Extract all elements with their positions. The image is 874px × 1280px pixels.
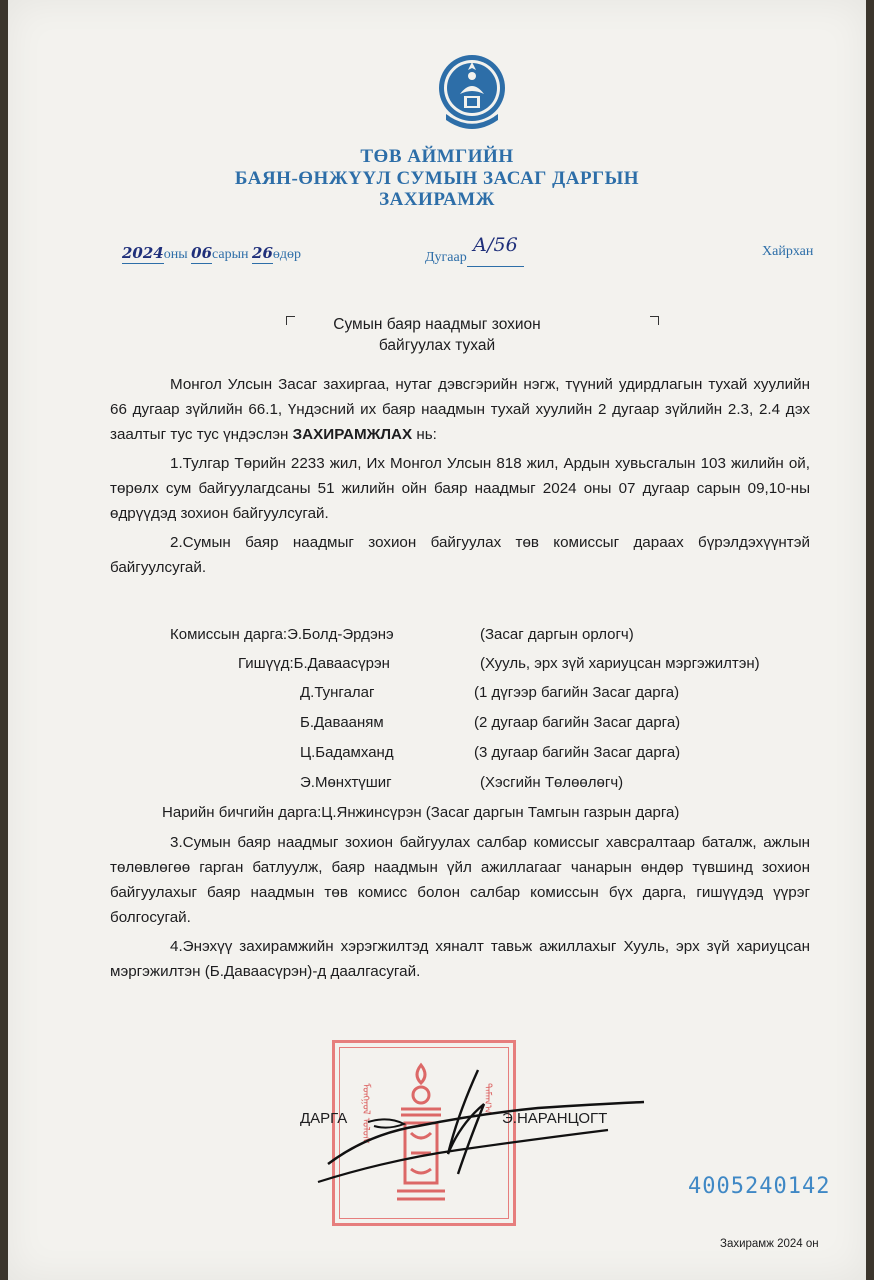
- signer-title: ДАРГА: [300, 1110, 348, 1127]
- document-type: ЗАХИРАМЖ: [379, 189, 495, 210]
- svg-text:ᠮᠣᠩᠭᠤᠯ ᠤᠯᠤᠰ: ᠮᠣᠩᠭᠤᠯ ᠤᠯᠤᠰ: [360, 1083, 371, 1144]
- commission-role-4: (3 дугаар багийн Засаг дарга): [474, 744, 681, 761]
- number-handwritten: А/56: [472, 234, 518, 256]
- document-body-continued: [110, 830, 810, 984]
- preamble-text: Монгол Улсын Засаг захиргаа, нутаг дэвсгэрийн нэгж, түүний удирдлагын тухай хуулийн 66 дугаар зүйлийн 66.1, Үндэсний их баяр наадмын тухай хуулийн 2 дугаар зүйлийн 2.3, 2.4 дэх заалтыг тус тус үндэслэн: [110, 376, 810, 443]
- subject-line-2: байгуулах тухай: [378, 337, 496, 354]
- mongolia-state-emblem-icon: [436, 48, 508, 138]
- year-label: оны: [163, 247, 188, 262]
- year-handwritten: 2024: [122, 244, 164, 262]
- number-label: Дугаар: [425, 250, 467, 265]
- month-label: сарын: [212, 247, 249, 262]
- item-2: 2.Сумын баяр наадмыг зохион байгуулах төв комиссыг дараах бүрэлдэхүүнтэй байгуулсугай.: [110, 534, 810, 576]
- item-4: 4.Энэхүү захирамжийн хэрэгжилтэд хяналт тавьж ажиллахыг Хууль, эрх зүй хариуцсан мэргэжилтэн (Б.Даваасүрэн)-д даалгасугай.: [110, 938, 810, 980]
- commission-name-3: Б.Даваaням: [300, 714, 384, 731]
- footer-note: Захирамж 2024 он: [720, 1238, 819, 1250]
- document-number: [425, 234, 524, 267]
- month-handwritten: 06: [191, 244, 213, 262]
- commission-name-4: Ц.Бадамханд: [300, 744, 394, 761]
- signer-name: Э.НАРАНЦОГТ: [502, 1110, 608, 1127]
- issue-date: [122, 244, 301, 264]
- svg-text:ᠲᠠᠮᠠᠭ᠎ᠠ: ᠲᠠᠮᠠᠭ᠎ᠠ: [482, 1083, 493, 1115]
- document-subject: [8, 314, 866, 356]
- commission-name-2: Д.Тунгалаг: [300, 684, 375, 701]
- day-handwritten: 26: [252, 244, 273, 262]
- preamble-bold: ЗАХИРАМЖЛАХ: [292, 426, 413, 443]
- preamble: [110, 372, 810, 447]
- commission-role-2: (1 дүгээр багийн Засаг дарга): [474, 684, 680, 701]
- issue-place: Хайрхан: [762, 244, 814, 259]
- item-3: 3.Сумын баяр наадмыг зохион байгуулах салбар комиссыг хавсралтаар баталж, ажлын төлөвлөгөө гарган батлуулж, баяр наадмын үйл ажиллагааг чанарын өндөр түвшинд зохион байгуулахыг баяр наадмын төв комисс болон салбар комиссын бүх дарга, гишүүдэд үүрэг болгосугай.: [110, 834, 810, 926]
- item-1: 1.Тулгар Төрийн 2233 жил, Их Монгол Улсын 818 жил, Ардын хувьсгалын 103 жилийн ой, төрөлх сум байгуулагдсаны 51 жилийн ойн баяр наадмыг 2024 оны 07 дугаар сарын 09,10-ны өдрүүдэд зохион байгуулсугай.: [110, 455, 810, 522]
- commission-name-0: Комиссын дарга:Э.Болд-Эрдэнэ: [170, 626, 394, 643]
- document-page: [8, 0, 866, 1280]
- commission-role-3: (2 дугаар багийн Засаг дарга): [474, 714, 681, 731]
- issuer-office: БАЯН-ӨНЖҮҮЛ СУМЫН ЗАСАГ ДАРГЫН: [234, 168, 640, 189]
- commission-role-5: (Хэсгийн Төлөөлөгч): [480, 774, 624, 791]
- secretary: Нарийн бичгийн дарга:Ц.Янжинсүрэн (Засаг даргын Тамгын газрын дарга): [162, 804, 680, 821]
- commission-name-5: Э.Мөнхтүшиг: [300, 774, 392, 791]
- commission-name-1: Гишүүд:Б.Даваасүрэн: [238, 655, 390, 672]
- commission-role-1: (Хууль, эрх зүй хариуцсан мэргэжилтэн): [480, 655, 760, 672]
- commission-role-0: (Засаг даргын орлогч): [480, 626, 634, 643]
- document-body: [110, 372, 810, 580]
- handwritten-signature-icon: [308, 1064, 648, 1192]
- issuer-province: ТӨВ АЙМГИЙН: [360, 146, 514, 167]
- preamble-end: нь:: [416, 426, 437, 443]
- day-label: өдөр: [272, 247, 302, 262]
- subject-line-1: Сумын баяр наадмыг зохион: [333, 316, 541, 333]
- registration-number: 4005240142: [688, 1174, 831, 1199]
